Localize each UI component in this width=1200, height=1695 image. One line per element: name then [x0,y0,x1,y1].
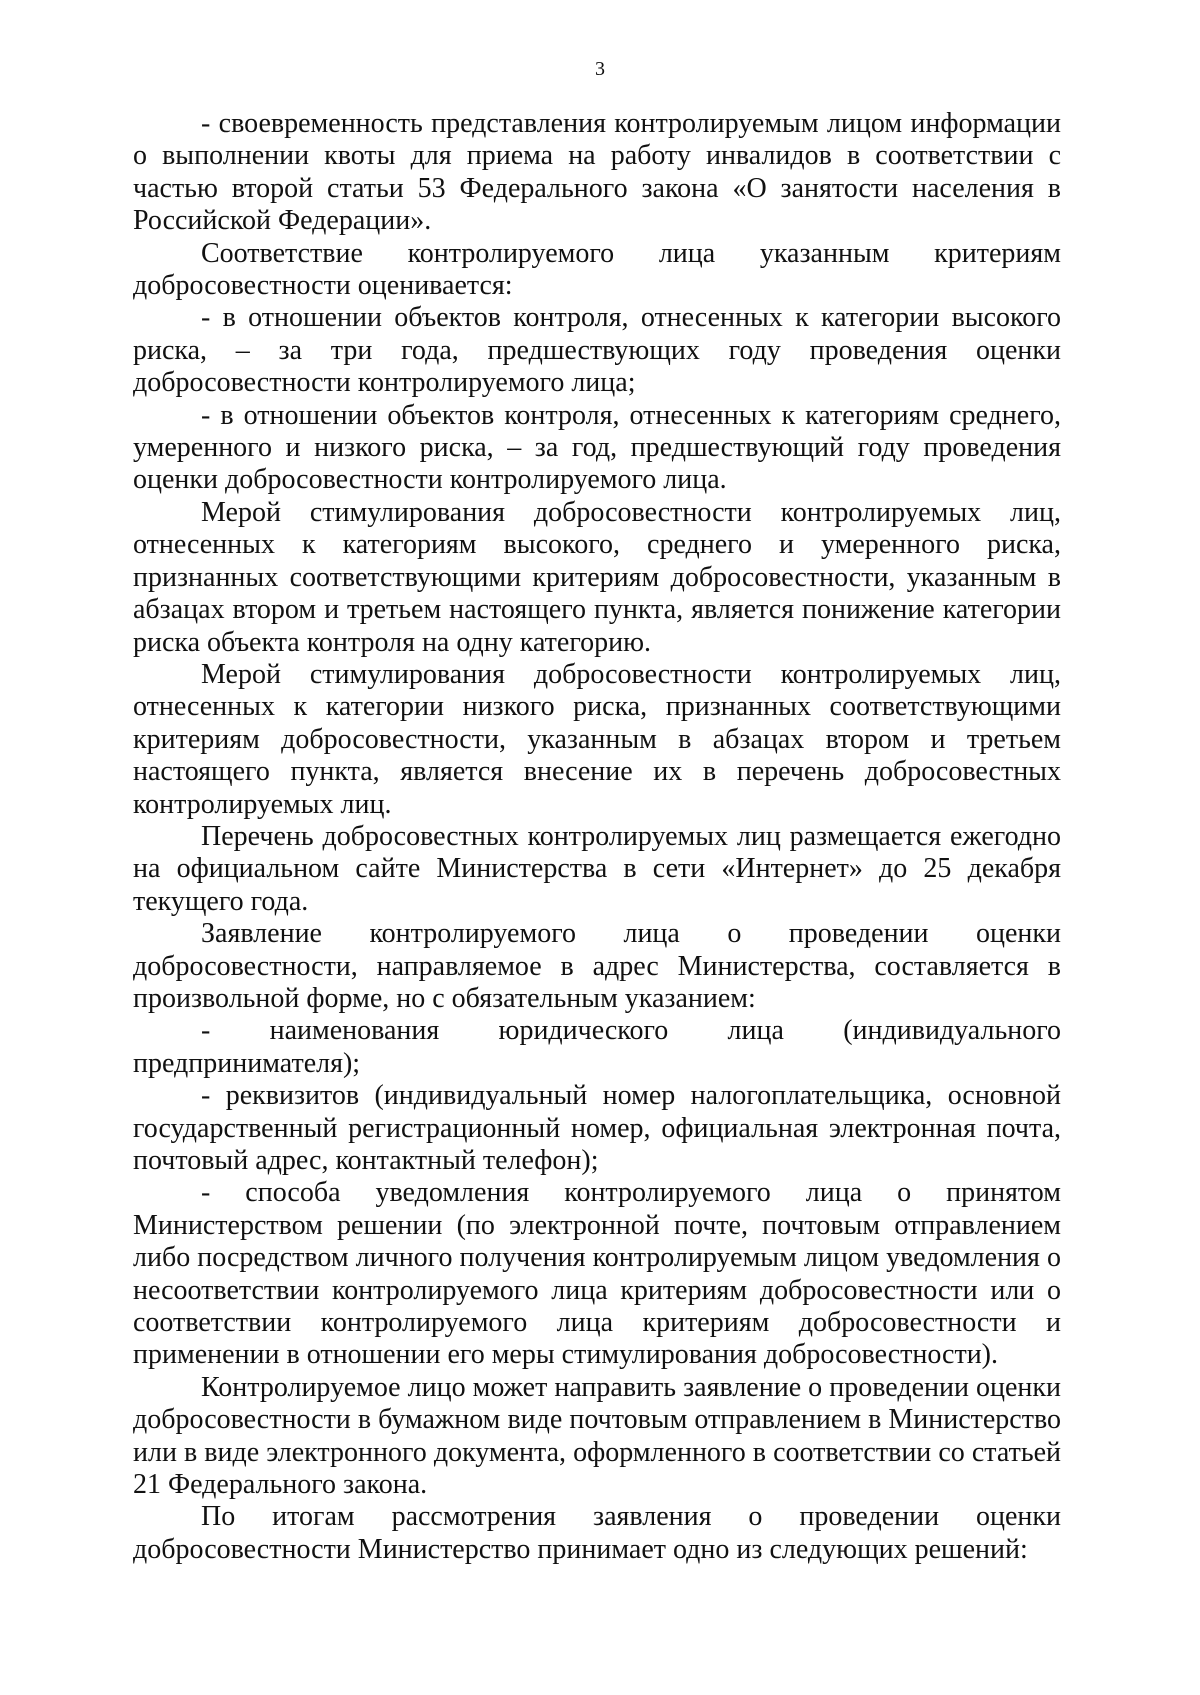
paragraph-list-publication: Перечень добросовестных контролируемых лиц размещается ежегодно на официальном сайте Министерства в сети «Интернет» до 25 декабря текущего года. [133,820,1061,917]
page-number: 3 [595,58,605,80]
list-item-requisites: - реквизитов (индивидуальный номер налогоплательщика, основной государственный регистрационный номер, официальная электронная почта, почтовый адрес, контактный телефон); [133,1080,1061,1176]
list-item-notification-method: - способа уведомления контролируемого лица о принятом Министерством решении (по электронной почте, почтовым отправлением либо посредством личного получения контролируемым лицом уведомления о несоответствии контролируемого лица критериям добросовестности или о соответствии контролируемого лица критериям добросовестности и применении в отношении его меры стимулирования добросовестности). [133,1177,1061,1371]
document-body [133,108,1061,1566]
paragraph-criteria-assessment: Соответствие контролируемого лица указанным критериям добросовестности оценивается: [133,237,1061,302]
paragraph-low-risk-measure: Мерой стимулирования добросовестности контролируемых лиц, отнесенных к категории низкого риска, признанных соответствующими критериям добросовестности, указанным в абзацах втором и третьем настоящего пункта, является внесение их в перечень добросовестных контролируемых лиц. [133,658,1061,820]
paragraph-submission-methods: Контролируемое лицо может направить заявление о проведении оценки добросовестности в бумажном виде почтовым отправлением в Министерство или в виде электронного документа, оформленного в соответствии со статьей 21 Федерального закона. [133,1371,1061,1501]
paragraph-risk-lowering-measure: Мерой стимулирования добросовестности контролируемых лиц, отнесенных к категориям высокого, среднего и умеренного риска, признанных соответствующими критериям добросовестности, указанным в абзацах втором и третьем настоящего пункта, является понижение категории риска объекта контроля на одну категорию. [133,496,1061,658]
paragraph-quota-timeliness: - своевременность представления контролируемым лицом информации о выполнении квоты для приема на работу инвалидов в соответствии с частью второй статьи 53 Федерального закона «О занятости населения в Российской Федерации». [133,108,1061,237]
paragraph-decision-intro: По итогам рассмотрения заявления о проведении оценки добросовестности Министерство принимает одно из следующих решений: [133,1501,1061,1565]
paragraph-application-form: Заявление контролируемого лица о проведении оценки добросовестности, направляемое в адрес Министерства, составляется в произвольной форме, но с обязательным указанием: [133,918,1061,1014]
list-item-entity-name: - наименования юридического лица (индивидуального предпринимателя); [133,1015,1061,1079]
paragraph-high-risk-period: - в отношении объектов контроля, отнесенных к категории высокого риска, – за три года, предшествующих году проведения оценки добросовестности контролируемого лица; [133,302,1061,399]
paragraph-other-risk-period: - в отношении объектов контроля, отнесенных к категориям среднего, умеренного и низкого риска, – за год, предшествующий году проведения оценки добросовестности контролируемого лица. [133,399,1061,496]
